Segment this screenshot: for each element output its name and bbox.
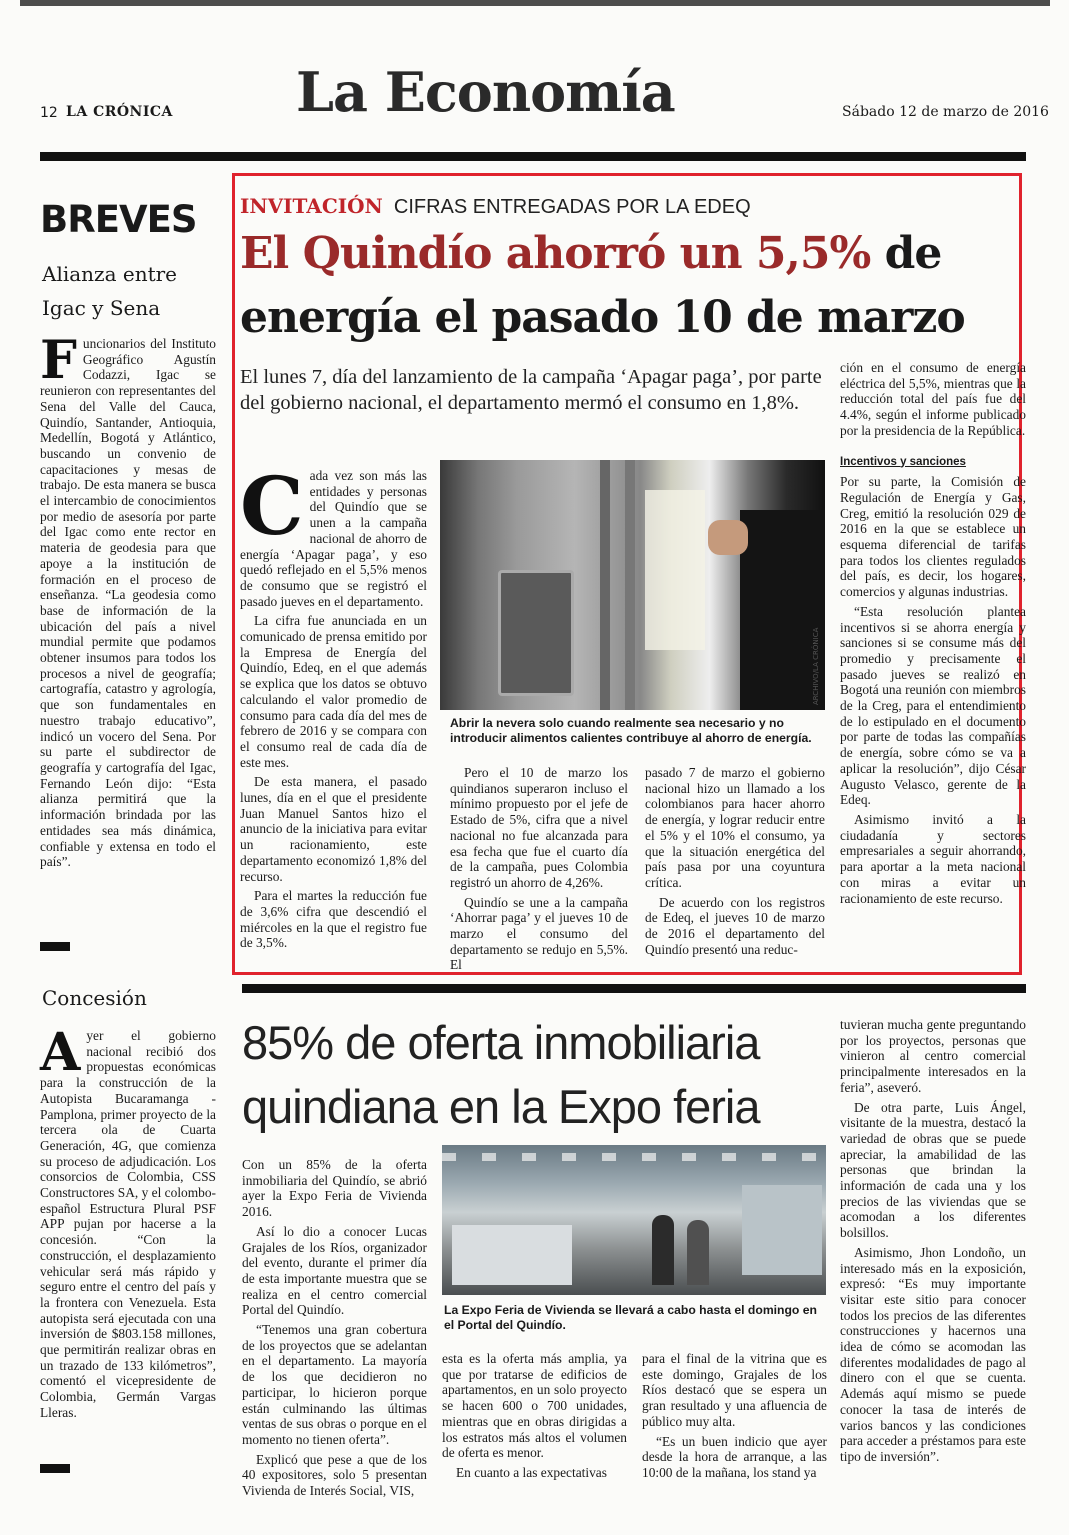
hand: [708, 520, 748, 555]
fridge-handle-right: [625, 460, 635, 710]
expo-col2-p1: esta es la oferta más amplia, ya que por tratarse de edificios de apartamentos, en un solo proyecto se hacen 600 o 700 unidades, mientras que en obras dirigidas a los estratos más altos el volumen de oferta es menor.: [442, 1351, 627, 1461]
visitor-figure-2: [687, 1220, 709, 1285]
expo-col2: [442, 1351, 627, 1485]
main-headline-rest: de: [870, 228, 942, 279]
expo-story: [242, 995, 1026, 1499]
concesion-text: yer el gobierno nacional recibió dos propuestas económicas para la construcción de la Autopista Bucaramanga - Pamplona, primer proyecto de la tercera ola de Cuarta Generación, 4G, que comienza su proceso de adjudicación. Los consorcios de Colombia, CSS Constructores SA, y el colombo-español Estructura Plural PSF APP pujan por hacerse a la concesión. “Con la construcción, el desplazamiento vehicular será más rápido y seguro entre el centro del país y la frontera con Venezuela. Esta autopista será ejecutada con una inversión de $803.158 millones, que permitirán realizar obras en un trazado de 133 kilómetros”, comentó el vicepresidente de Colombia, Germán Vargas Lleras.: [40, 1028, 216, 1420]
main-deck: El lunes 7, día del lanzamiento de la campaña ‘Apagar paga’, por parte del gobierno nacional, el departamento mermó el consumo en 1,8%.: [240, 366, 822, 414]
concesion-headline: Concesión: [42, 986, 147, 1010]
main-col1-p4: Para el martes la reducción fue de 3,6% cifra que descendió el miércoles en la que el registro fue de 3,5%.: [240, 888, 427, 951]
expo-col4: [840, 1017, 1026, 1469]
ceiling-lights: [442, 1153, 826, 1161]
stand-booth: [452, 1225, 572, 1285]
main-col4-p3: “Esta resolución plantea incentivos si se ahorra energía y sanciones si se consume más del promedio y precisamente el pasado jueves se realizó en Bogotá una reunión con miembros de la Creg, para el entendimiento de lo estipulado en el documento por parte de todas las compañías de energía, sobre cómo se va a aplicar la resolución”, dijo César Augusto Velasco, gerente de la Edeq.: [840, 603, 1026, 808]
breves-column: [40, 190, 218, 960]
expo-headline-line2: quindiana en la Expo feria: [242, 1080, 760, 1133]
main-kicker-row: [240, 194, 751, 219]
breves-body: [40, 330, 216, 874]
main-subhead: Incentivos y sanciones: [840, 455, 966, 468]
breves-headline-line2: Igac y Sena: [42, 296, 161, 320]
section-title: La Economía: [296, 60, 675, 124]
expo-col4-p1: tuvieran mucha gente preguntando por los proyectos, personas que vinieron al centro comercial principalmente interesados en la feria”, aseveró.: [840, 1017, 1026, 1095]
main-col3-p2: De acuerdo con los registros de Edeq, el jueves 10 de marzo de 2016 el departamento del Quindío presentó una reduc-: [645, 894, 825, 957]
breves-end-rule: [40, 942, 70, 951]
top-edge-bar: [20, 0, 1050, 6]
expo-col1: [242, 1157, 427, 1503]
fridge-caption: Abrir la nevera solo cuando realmente sea necesario y no introducir alimentos calientes contribuye al ahorro de energía.: [450, 716, 812, 745]
main-col2-p1: Pero el 10 de marzo los quindianos superaron incluso el mínimo propuesto por el jefe de Estado de 5%, cifra que a nivel nacional no fue alcanzada para esa fecha que fue el cuarto día de la campaña, pues Colombia registró un ahorro de 4,26%.: [450, 765, 628, 890]
fridge-photo: [440, 460, 825, 710]
main-col2: [450, 765, 628, 977]
main-headline-line1: [240, 228, 941, 279]
breves-label: BREVES: [40, 198, 197, 241]
expo-col3: [642, 1351, 827, 1485]
main-col3-p1: pasado 7 de marzo el gobierno nacional hizo un llamado a los colombianos para hacer ahorro de energía, y lograr reducir entre el 5% y el 10% el consumo, ya que la situación energética del país pasa por una coyuntura crítica.: [645, 765, 825, 890]
main-dropcap: C: [240, 459, 304, 553]
water-dispenser: [498, 570, 574, 696]
expo-col1-p2: Así lo dio a conocer Lucas Grajales de los Ríos, organizador del evento, durante el primer día de esta importante muestra que se realiza en el centro comercial Portal del Quindío.: [242, 1223, 427, 1318]
back-wall-panel: [742, 1185, 822, 1275]
main-story: [240, 180, 1026, 973]
photo-credit: ARCHIVO/LA CRÓNICA: [812, 627, 820, 705]
concesion-dropcap: A: [40, 1022, 81, 1083]
main-col2-p2: Quindío se une a la campaña ‘Ahorrar paga’ y el jueves 10 de marzo el consumo del departamento se redujo en 5,5%. El: [450, 894, 628, 973]
main-kicker: INVITACIÓN: [240, 194, 383, 218]
issue-date: Sábado 12 de marzo de 2016: [842, 104, 1049, 120]
expo-col4-p3: Asimismo, Jhon Londoño, un interesado más en la exposición, expresó: “Es muy importante visitar este sitio para conocer todos los precios de las diferentes construcciones y hacernos una idea de cómo se acomodan las diferentes modalidades de pago al dinero con el que se cuenta. Además aquí mismo se puede conocer la tasa de interés de varios bancos y las condiciones para acceder a préstamos para este tipo de inversión”.: [840, 1244, 1026, 1464]
expo-col2-p2: En cuanto a las expectativas: [456, 1464, 607, 1480]
main-col4-p2: Por su parte, la Comisión de Regulación de Energía y Gas, Creg, emitió la resolución 029 de 2016 en la que se establece un esquema diferencial de tarifas para todos los clientes regulados del país, es decir, los hogares, comercios y algunas industrias.: [840, 474, 1026, 600]
main-headline-line2: energía el pasado 10 de marzo: [240, 292, 965, 343]
page-number: 12: [40, 105, 58, 121]
expo-col1-p3: “Tenemos una gran cobertura de los proyectos que se adelantan en el departamento. La mayoría de los que decidieron no participar, lo hicieron porque están culminando las últimas ventas de sus obras o porque en el momento no tienen oferta”.: [242, 1322, 427, 1447]
expo-top-rule: [242, 984, 1026, 993]
expo-col4-p2: De otra parte, Luis Ángel, visitante de la muestra, destacó la variedad de obras que se puede apreciar, la amabilidad de las personas que brindan la información de cada una y los precios de las viviendas que se acomodan a los diferentes bolsillos.: [840, 1099, 1026, 1241]
expo-col3-p1: para el final de la vitrina que es este domingo, Grajales de los Ríos destacó que se espera un gran resultado y una afluencia de público muy alta.: [642, 1351, 827, 1429]
main-col4-p4: Asimismo invitó a la ciudadanía y sectores empresariales a seguir ahorrando, para aportar a la meta nacional con miras a evitar un racionamiento de este recurso.: [840, 811, 1026, 906]
expo-headline-line1: 85% de oferta inmobiliaria: [242, 1016, 760, 1069]
main-col3: [645, 765, 825, 961]
concesion-end-rule: [40, 1464, 70, 1473]
concesion-body: [40, 1022, 216, 1425]
main-col4: [840, 360, 1026, 910]
expo-col1-p1: Con un 85% de la oferta inmobiliaria del Quindío, se abrió ayer la Expo Feria de Vivienda 2016.: [242, 1157, 427, 1220]
fridge-handle-left: [600, 460, 610, 710]
paper-name: LA CRÓNICA: [66, 104, 173, 120]
expo-caption: La Expo Feria de Vivienda se llevará a cabo hasta el domingo en el Portal del Quindío.: [444, 1303, 817, 1332]
expo-col3-p2: “Es un buen indicio que ayer desde la hora de arranque, a las 10:00 de la mañana, los stand ya: [642, 1433, 827, 1480]
main-col1-p2: La cifra fue anunciada en un comunicado de prensa emitido por la Empresa de Energía del Quindío, Edeq, en el que además se explica que los datos se obtuvo calculando el valor promedio de consumo para cada día del mes de febrero de 2016 y se compara con el consumo real de cada día de este mes.: [240, 613, 427, 770]
expo-photo: [442, 1145, 826, 1295]
masthead-rule: [40, 152, 1026, 161]
expo-col1-p4: Explicó que pese a que de los 40 expositores, solo 5 presentan Vivienda de Interés Social, VIS,: [242, 1451, 427, 1499]
breves-dropcap: F: [40, 330, 77, 391]
main-headline-highlight: El Quindío ahorró un 5,5%: [240, 228, 871, 279]
main-col1-p1: ada vez son más las entidades y personas del Quindío que se unen a la campaña nacional de ahorro de energía ‘Apagar paga’, y eso quedó reflejado en el 5,5% menos de consumo que se registró el pasado jueves en el departamento.: [240, 468, 427, 609]
main-col1-p3: De esta manera, el pasado lunes, día en el que el presidente Juan Manuel Santos hizo el anuncio de la iniciativa para evitar un racionamiento, este departamento economizó 1,8% del recurso.: [240, 774, 427, 884]
main-kicker-sub: CIFRAS ENTREGADAS POR LA EDEQ: [393, 196, 751, 218]
masthead: [0, 0, 1069, 180]
fridge-interior-light: [645, 490, 705, 650]
breves-headline-line1: Alianza entre: [42, 262, 178, 286]
concesion-column: [40, 980, 218, 1480]
breves-text: uncionarios del Instituto Geográfico Agustín Codazzi, Igac se reunieron con representantes del Sena del Valle del Cauca, Quindío, Santander, Antioquia, Medellín, Bogotá y Atlántico, buscando un convenio de capacitaciones y mesas de trabajo. De esta manera se busca el intercambio de conocimientos por medio de asesoría por parte del Igac como ente rector en materia de geodesia para que apoye a la institución de formación en el proceso de enseñanza. “La geodesia como base de información de la ubicación del país a nivel mundial permite que podamos obtener insumos para todos los procesos a nivel de geografía; cartografía, catastro y agrología, que son fundamentales en nuestro trabajo educativo”, indicó un vocero del Sena. Por su parte el subdirector de geografía y cartografía del Igac, Fernando León dijo: “Esta alianza permitirá que la información brindada por las entidades sea más dinámica, confiable y extensa en todo el país”.: [40, 336, 216, 870]
main-col4-p1: ción en el consumo de energía eléctrica del 5,5%, mientras que la reducción total del país fue del 4.4%, según el informe publicado por la presidencia de la República.: [840, 360, 1026, 438]
visitor-figure-1: [652, 1215, 674, 1285]
main-col1: [240, 459, 427, 955]
